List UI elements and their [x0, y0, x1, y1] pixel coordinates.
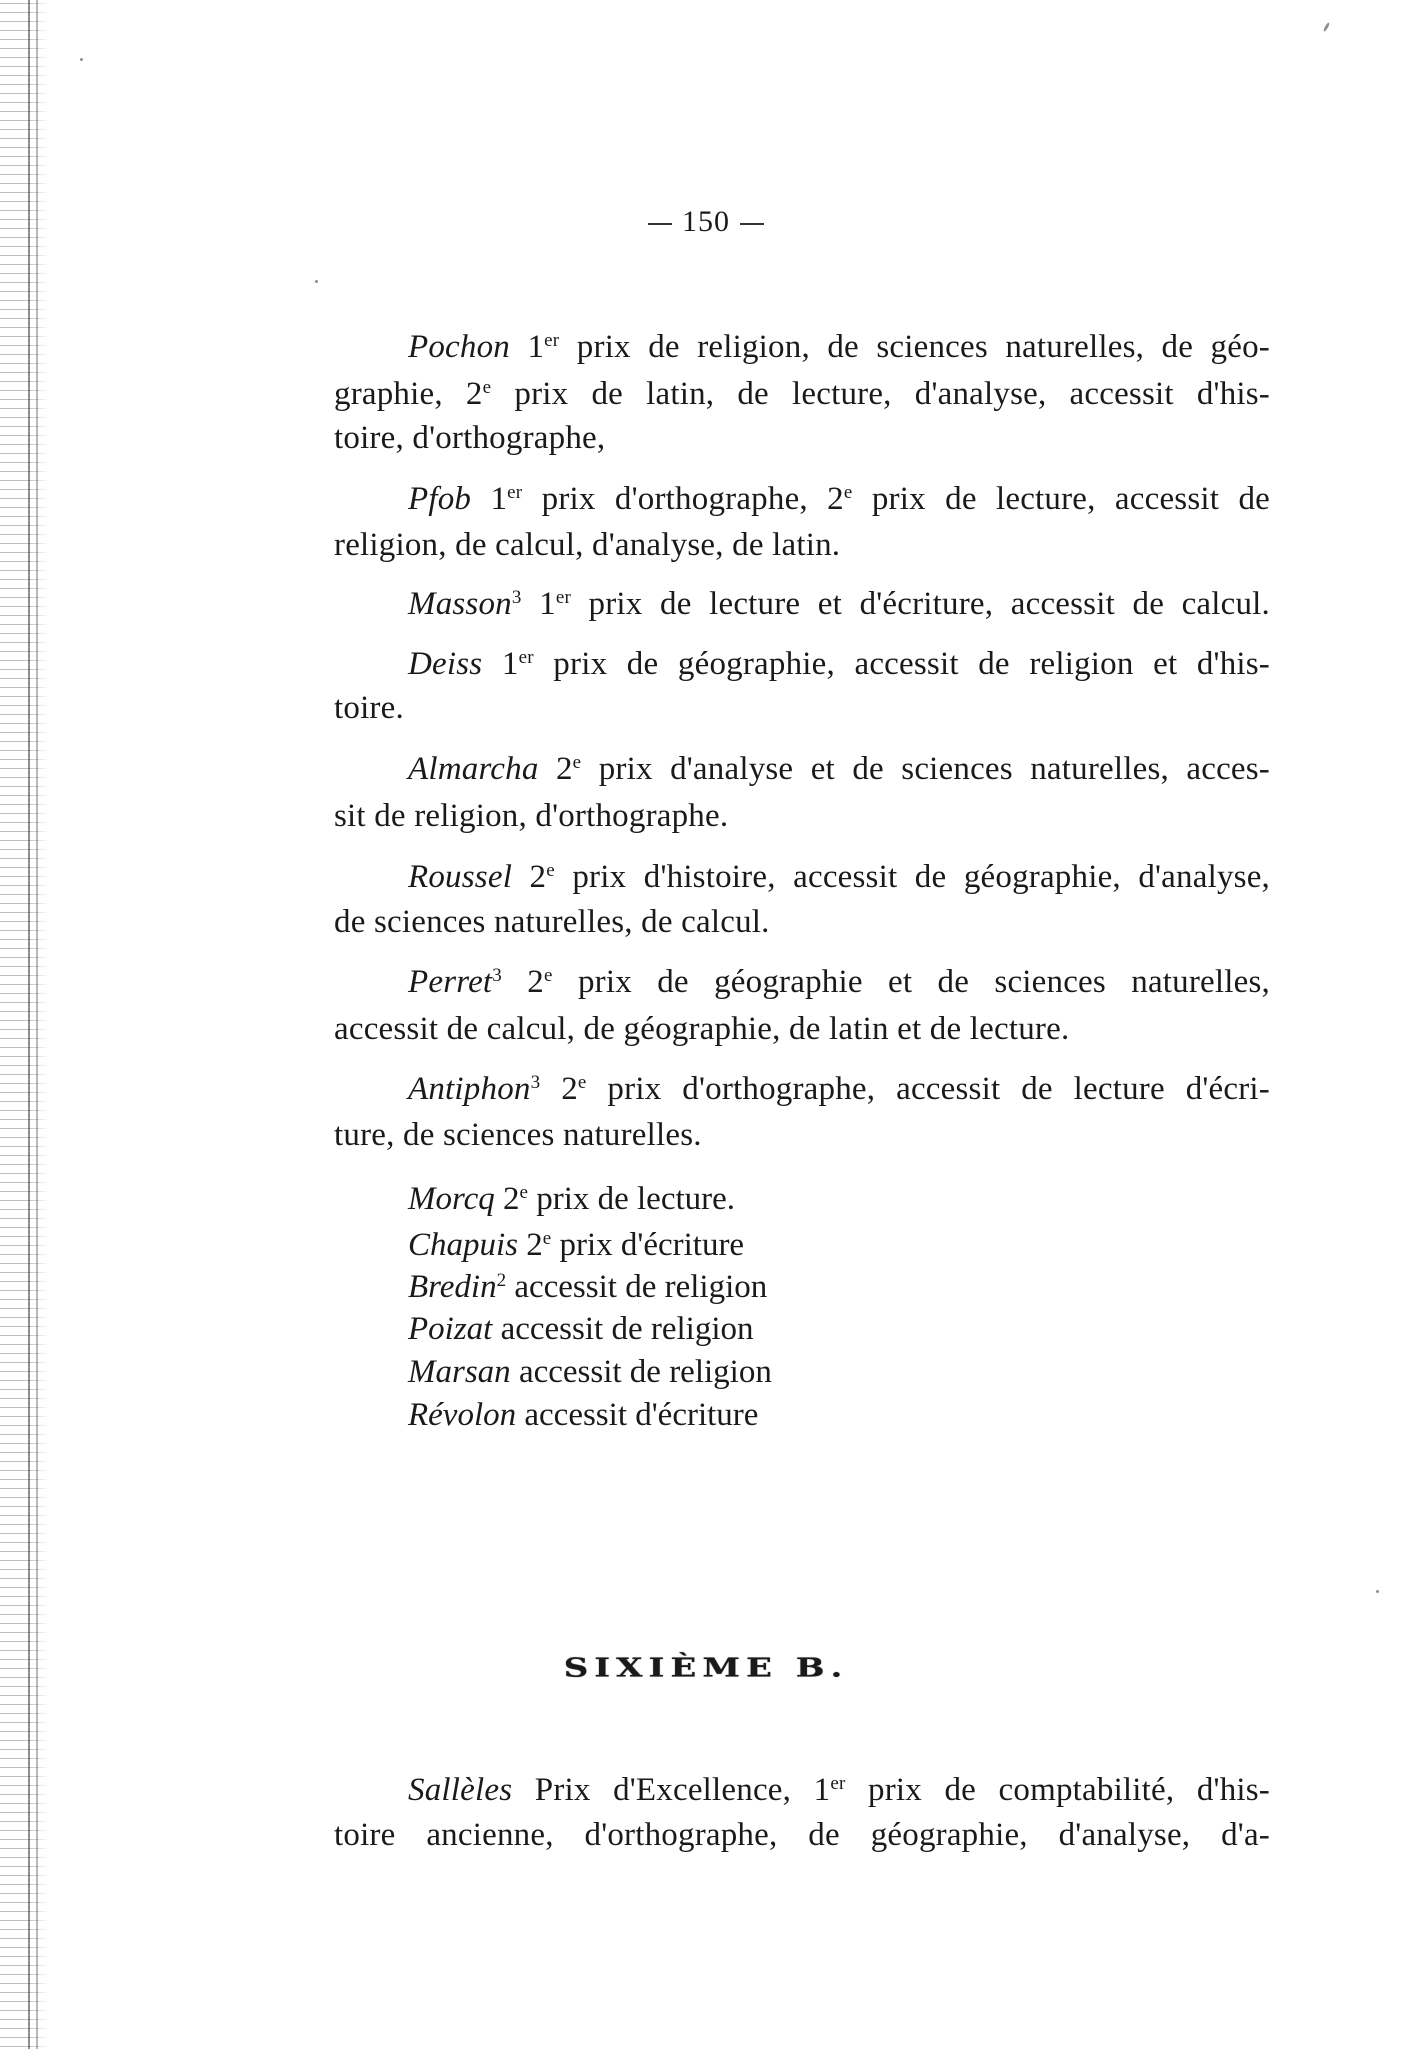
ordinal-suffix: e — [546, 860, 555, 881]
student-name: Sallèles — [408, 1772, 513, 1808]
student-name: Roussel — [408, 859, 513, 895]
student-name: Masson — [408, 586, 512, 622]
award-text: 2 — [538, 751, 573, 787]
scan-speck — [315, 280, 318, 283]
ordinal-suffix: er — [555, 587, 571, 608]
award-text: prix de religion, de sciences naturelles, de géo- — [559, 329, 1270, 365]
award-text: 2 — [512, 859, 547, 895]
award-text: sit de religion, d'orthographe. — [334, 798, 729, 834]
award-text: religion, de calcul, d'analyse, de latin. — [334, 527, 841, 563]
footnote-marker: 3 — [511, 587, 522, 608]
award-text: accessit de calcul, de géographie, de latin et de lecture. — [334, 1011, 1070, 1047]
award-text: prix d'orthographe, accessit de lecture d'écri- — [586, 1071, 1270, 1107]
award-text: toire ancienne, d'orthographe, de géographie, d'analyse, d'a- — [334, 1817, 1270, 1853]
ordinal-suffix: er — [830, 1773, 846, 1794]
student-name: Marsan — [408, 1354, 511, 1390]
ordinal-suffix: er — [544, 330, 560, 351]
award-text: accessit de religion — [492, 1311, 754, 1347]
page-number-text: 150 — [682, 205, 730, 238]
entry-line — [408, 327, 1270, 367]
entry-line — [408, 644, 1270, 684]
award-text: 2 — [540, 1071, 578, 1107]
award-text: toire. — [334, 690, 404, 726]
award-text: 1 — [521, 586, 556, 622]
award-text: prix de géographie et de sciences naturelles, — [552, 964, 1270, 1000]
scan-speck — [80, 58, 83, 61]
entry-line — [334, 902, 1270, 942]
entry-line — [334, 796, 1270, 836]
ordinal-suffix: e — [519, 1182, 528, 1203]
ordinal-suffix: e — [577, 1072, 587, 1093]
page-number — [0, 205, 1412, 239]
entry-line — [334, 1009, 1270, 1049]
dash-ornament — [648, 223, 672, 225]
award-text: graphie, 2 — [334, 376, 483, 412]
award-text: 1 — [471, 481, 508, 517]
award-text: prix d'orthographe, 2 — [522, 481, 844, 517]
student-name: Pochon — [408, 329, 511, 365]
short-entry — [408, 1352, 772, 1392]
entry-line — [408, 584, 1270, 624]
award-text: 1 — [482, 646, 519, 682]
student-name: Antiphon — [408, 1071, 531, 1107]
student-name: Révolon — [408, 1397, 517, 1433]
short-entry — [408, 1225, 744, 1265]
short-entry — [408, 1179, 735, 1219]
short-entry — [408, 1395, 758, 1435]
entry-line — [408, 1770, 1270, 1810]
ordinal-suffix: er — [518, 647, 534, 668]
ordinal-suffix: e — [843, 482, 853, 503]
entry-line — [408, 962, 1270, 1002]
award-text: Prix d'Excellence, 1 — [512, 1772, 831, 1808]
entry-line — [334, 688, 1270, 728]
student-name: Perret — [408, 964, 493, 1000]
footnote-marker: 3 — [492, 965, 502, 986]
ordinal-suffix: er — [507, 482, 523, 503]
student-name: Morcq — [408, 1181, 495, 1217]
award-text: prix de lecture, accessit de — [852, 481, 1270, 517]
award-text: prix de comptabilité, d'his- — [845, 1772, 1270, 1808]
ordinal-suffix: e — [572, 752, 582, 773]
student-name: Bredin — [408, 1269, 497, 1305]
entry-line — [408, 857, 1270, 897]
entry-line — [408, 479, 1270, 519]
ordinal-suffix: e — [544, 965, 553, 986]
binding-shadow-line — [28, 0, 30, 2049]
scan-binding-edge — [0, 0, 48, 2049]
scan-speck — [1323, 22, 1331, 32]
award-text: prix de lecture. — [527, 1181, 736, 1217]
award-text: accessit de religion — [506, 1269, 768, 1305]
award-text: prix d'écriture — [551, 1227, 745, 1263]
award-text: 2 — [494, 1181, 520, 1217]
binding-shadow-line — [36, 0, 38, 2049]
award-text: prix de géographie, accessit de religion et d'his- — [533, 646, 1271, 682]
short-entry — [408, 1309, 754, 1349]
award-text: prix de latin, de lecture, d'analyse, accessit d'his- — [491, 376, 1271, 412]
award-text: 2 — [501, 964, 544, 1000]
entry-line — [334, 1115, 1270, 1155]
award-text: ture, de sciences naturelles. — [334, 1117, 702, 1153]
award-text: 2 — [518, 1227, 543, 1263]
award-text: prix de lecture et d'écriture, accessit de calcul. — [571, 586, 1271, 622]
entry-line — [334, 374, 1270, 414]
entry-line — [334, 418, 1270, 458]
student-name: Deiss — [408, 646, 483, 682]
student-name: Chapuis — [408, 1227, 519, 1263]
entry-line — [408, 1069, 1270, 1109]
dash-ornament — [740, 223, 764, 225]
entry-line — [408, 749, 1270, 789]
award-text: accessit de religion — [510, 1354, 772, 1390]
award-text: toire, d'orthographe, — [334, 420, 606, 456]
student-name: Almarcha — [408, 751, 539, 787]
entry-line — [334, 1815, 1270, 1855]
award-text: prix d'analyse et de sciences naturelles, acces- — [581, 751, 1270, 787]
section-heading: SIXIÈME B. — [563, 1652, 849, 1684]
award-text: prix d'histoire, accessit de géographie, d'analyse, — [554, 859, 1270, 895]
footnote-marker: 3 — [530, 1072, 541, 1093]
scan-speck — [1376, 1590, 1379, 1593]
short-entry — [408, 1267, 767, 1307]
award-text: 1 — [510, 329, 545, 365]
award-text: accessit d'écriture — [516, 1397, 759, 1433]
ordinal-suffix: e — [482, 377, 492, 398]
student-name: Poizat — [408, 1311, 493, 1347]
ordinal-suffix: e — [542, 1228, 552, 1249]
entry-line — [334, 525, 1270, 565]
footnote-marker: 2 — [496, 1270, 507, 1291]
student-name: Pfob — [408, 481, 472, 517]
award-text: de sciences naturelles, de calcul. — [334, 904, 770, 940]
